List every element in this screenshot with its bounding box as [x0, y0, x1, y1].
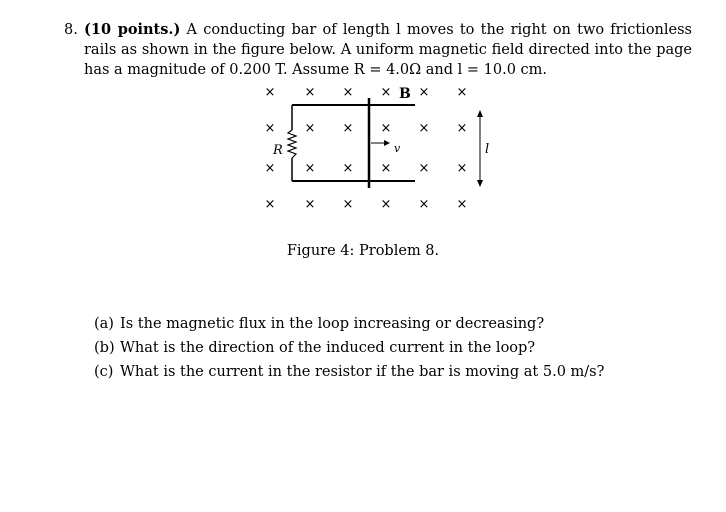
question-label: (a) — [94, 316, 114, 332]
question-list — [94, 312, 604, 384]
length-label: l — [485, 142, 490, 157]
length-arrowhead-top — [477, 110, 483, 117]
field-cross: × — [304, 85, 316, 100]
question-label: (c) — [94, 364, 114, 380]
figure-caption: Figure 4: Problem 8. — [286, 243, 440, 259]
field-cross: × — [342, 197, 354, 212]
rail-figure — [250, 80, 500, 220]
velocity-arrowhead — [384, 140, 390, 146]
field-cross: × — [380, 161, 392, 176]
field-cross: × — [418, 197, 430, 212]
question-label: (b) — [94, 340, 115, 356]
field-cross: × — [264, 85, 276, 100]
velocity-label: v — [394, 142, 401, 155]
problem-number: 8. — [64, 22, 78, 38]
field-cross: × — [264, 197, 276, 212]
problem-statement — [64, 20, 692, 80]
field-cross: × — [264, 161, 276, 176]
field-cross: × — [418, 85, 430, 100]
question-text: What is the direction of the induced current in the loop? — [120, 340, 536, 356]
question-item — [94, 336, 604, 360]
field-cross: × — [380, 85, 392, 100]
field-cross: × — [264, 121, 276, 136]
resistor-label: R — [273, 143, 283, 158]
field-cross: × — [418, 161, 430, 176]
field-cross: × — [342, 161, 354, 176]
problem-body: A conducting bar of length l moves to the right on two frictionless rails as shown in the figure below. A uniform magnetic field directed into the page has a magnitude of 0.200 T. Assume R = 4.0Ω and l = 10.0 cm. — [84, 22, 692, 78]
field-cross: × — [456, 121, 468, 136]
field-cross: × — [380, 121, 392, 136]
field-cross: × — [304, 161, 316, 176]
resistor-zigzag — [288, 130, 296, 158]
field-cross: × — [304, 121, 316, 136]
field-cross: × — [380, 197, 392, 212]
problem-text — [84, 20, 692, 80]
question-item — [94, 312, 604, 336]
question-text: Is the magnetic flux in the loop increasing or decreasing? — [120, 316, 545, 332]
field-label: B — [399, 86, 411, 102]
field-cross: × — [456, 197, 468, 212]
length-arrowhead-bottom — [477, 180, 483, 187]
question-item — [94, 360, 604, 384]
question-text: What is the current in the resistor if the bar is moving at 5.0 m/s? — [120, 364, 605, 380]
field-cross: × — [456, 85, 468, 100]
field-cross: × — [342, 121, 354, 136]
field-cross: × — [304, 197, 316, 212]
field-cross: × — [418, 121, 430, 136]
field-cross: × — [456, 161, 468, 176]
problem-points: (10 points.) — [84, 21, 181, 38]
field-cross: × — [342, 85, 354, 100]
rail-diagram — [250, 80, 500, 220]
